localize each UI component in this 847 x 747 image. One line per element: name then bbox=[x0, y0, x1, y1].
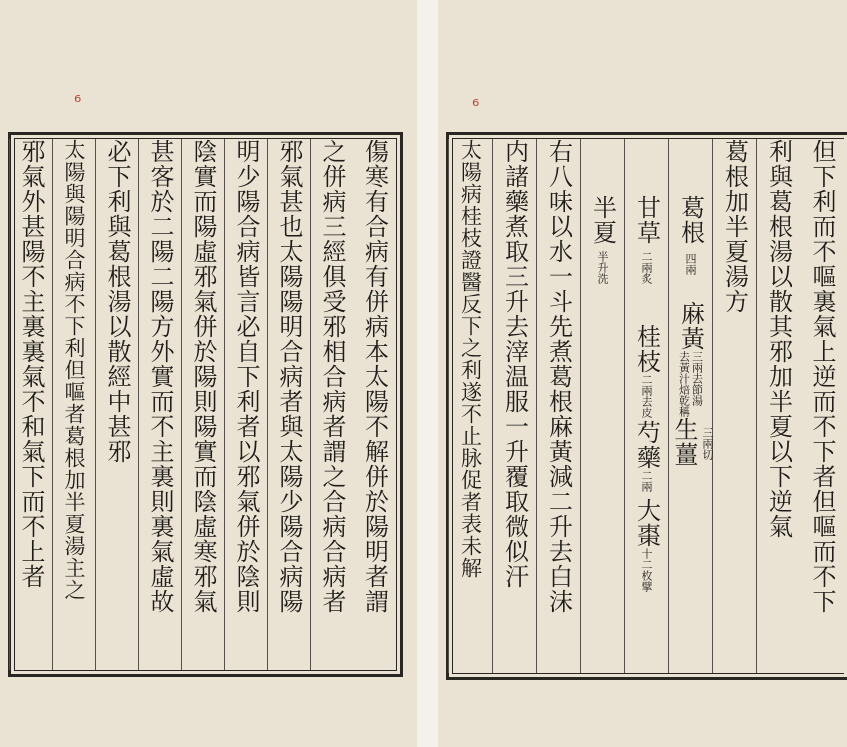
ingredient-shaoyao-note: 二兩 bbox=[640, 470, 653, 492]
ingredient-mahuang: 麻黃 bbox=[676, 301, 705, 351]
ingredient-row-1 bbox=[667, 195, 714, 467]
right-col-5-recipe bbox=[624, 139, 668, 673]
left-col-4-text: 明少陽合病皆言必自下利者以邪氣併於陰則 bbox=[232, 139, 260, 614]
right-col-9 bbox=[448, 139, 492, 673]
left-col-9 bbox=[9, 139, 52, 670]
right-col-6-recipe bbox=[580, 139, 624, 673]
right-col-3-title: 葛根加半夏湯方 bbox=[720, 139, 749, 314]
left-col-8-text: 太陽與陽明合病不下利但嘔者葛根加半夏湯主之 bbox=[62, 139, 86, 601]
left-col-6-text: 甚客於二陽二陽方外實而不主裏則裏氣虛故 bbox=[146, 139, 174, 614]
left-text-frame bbox=[8, 132, 403, 677]
right-col-1 bbox=[800, 139, 844, 673]
ingredient-gancao: 甘草 bbox=[632, 195, 661, 245]
ingredient-dazao-note: 十二枚擘 bbox=[640, 548, 653, 592]
ingredient-mahuang-notes bbox=[678, 351, 704, 417]
right-col-7-text: 右八味以水一斗先煮葛根麻黃減二升去白沫 bbox=[544, 139, 573, 614]
right-col-7 bbox=[536, 139, 580, 673]
ingredient-gegen: 葛根 bbox=[676, 195, 705, 245]
left-col-4 bbox=[224, 139, 267, 670]
left-col-1 bbox=[353, 139, 396, 670]
ingredient-gegen-note: 四兩 bbox=[684, 253, 697, 275]
right-col-2-text: 利與葛根湯以散其邪加半夏以下逆氣 bbox=[764, 139, 793, 539]
ingredient-mahuang-note: 三兩去節湯 bbox=[690, 351, 704, 406]
left-col-5 bbox=[181, 139, 224, 670]
left-col-3-text: 邪氣甚也太陽陽明合病者與太陽少陽合病陽 bbox=[275, 139, 303, 614]
left-col-3 bbox=[267, 139, 310, 670]
margin-mark-left: ⁶ bbox=[74, 92, 82, 113]
ingredient-shengjiang-group bbox=[667, 417, 714, 467]
right-frame-inner bbox=[452, 138, 844, 674]
ingredient-row-3 bbox=[586, 195, 620, 284]
left-col-2 bbox=[310, 139, 353, 670]
left-col-1-text: 傷寒有合病有併病本太陽不解併於陽明者謂 bbox=[360, 139, 389, 614]
left-col-8 bbox=[52, 139, 95, 670]
left-col-7 bbox=[95, 139, 138, 670]
left-page bbox=[0, 0, 417, 747]
right-col-4-recipe bbox=[668, 139, 712, 673]
left-col-2-text: 之併病三經俱受邪相合病者謂之合病合病者 bbox=[318, 139, 346, 614]
margin-mark-right: ⁶ bbox=[472, 96, 480, 117]
ingredient-gancao-note: 二兩炙 bbox=[640, 251, 653, 284]
left-col-7-text: 必下利與葛根湯以散經中甚邪 bbox=[103, 139, 131, 464]
ingredient-guizhi: 桂枝 bbox=[632, 324, 661, 374]
ingredient-banxia: 半夏 bbox=[588, 195, 617, 245]
right-col-1-text: 但下利而不嘔裏氣上逆而不下者但嘔而不下 bbox=[808, 139, 836, 614]
right-col-2 bbox=[756, 139, 800, 673]
left-frame-inner bbox=[14, 138, 397, 671]
ingredient-shengjiang: 生薑 bbox=[670, 417, 698, 467]
page-gutter bbox=[417, 0, 438, 747]
right-col-9-text: 太陽病桂枝證醫反下之利遂不止脉促者表未解 bbox=[458, 139, 483, 579]
right-col-3 bbox=[712, 139, 756, 673]
right-col-8 bbox=[492, 139, 536, 673]
left-col-5-text: 陰實而陽虛邪氣併於陽則陽實而陰虛寒邪氣 bbox=[189, 139, 217, 614]
left-col-6 bbox=[138, 139, 181, 670]
ingredient-mahuang-note2: 去黃汁焙乾稱 bbox=[677, 351, 691, 417]
ingredient-row-2 bbox=[630, 195, 664, 592]
ingredient-dazao: 大棗 bbox=[632, 498, 661, 548]
right-col-8-text: 内諸藥煮取三升去滓温服一升覆取微似汗 bbox=[500, 139, 529, 589]
right-text-frame bbox=[446, 132, 847, 680]
left-col-9-text: 邪氣外甚陽不主裏裏氣不和氣下而不上者 bbox=[17, 139, 45, 589]
ingredient-shengjiang-note: 三兩切 bbox=[701, 427, 714, 460]
ingredient-guizhi-note: 二兩去皮 bbox=[640, 374, 653, 418]
right-page bbox=[438, 0, 847, 747]
ingredient-shaoyao: 芍藥 bbox=[632, 420, 661, 470]
ingredient-banxia-note: 半升洗 bbox=[596, 251, 609, 284]
